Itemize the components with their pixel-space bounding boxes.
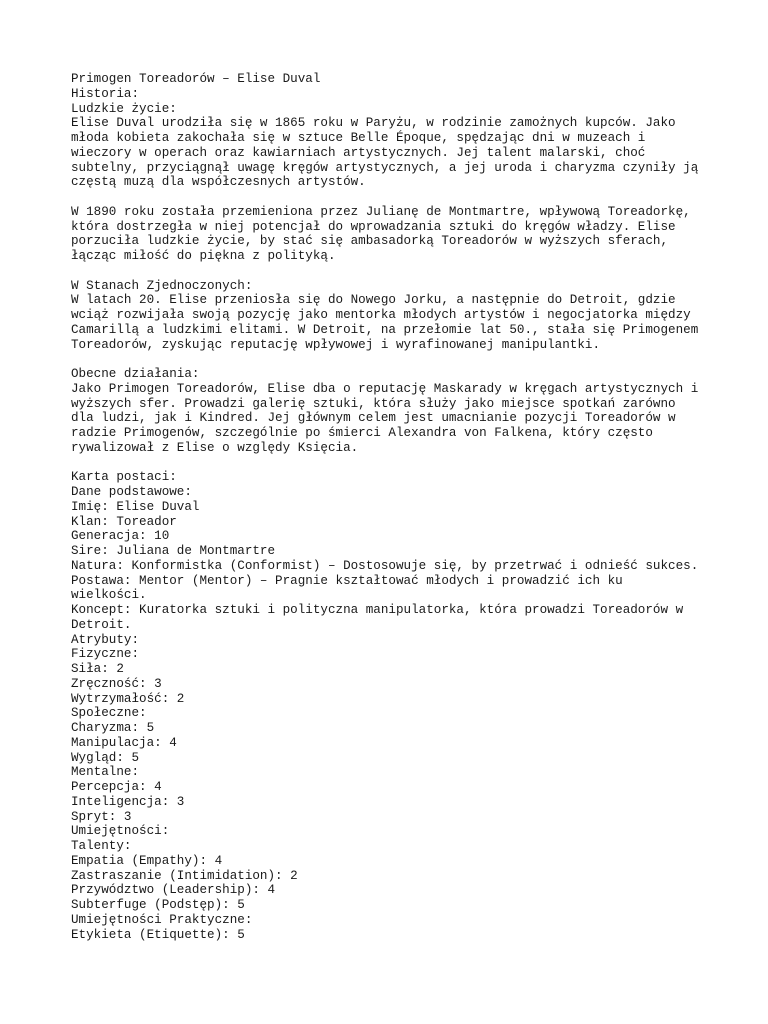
ability-item: Subterfuge (Podstęp): 5 — [71, 898, 245, 912]
paragraph-line: porzuciła ludzkie życie, by stać się ambasadorką Toreadorów w wyższych sferach, — [71, 234, 669, 249]
mental-heading: Mentalne: — [71, 765, 140, 780]
attribute-item: Wygląd: 5 — [71, 750, 140, 765]
paragraph-line: rywalizował z Elise o względy Księcia. — [71, 440, 359, 455]
paragraph-line: wyższych sfer. Prowadzi galerię sztuki, która służy jako miejsce spotkań zarówno — [71, 396, 676, 411]
paragraph-line: młoda kobieta zakochała się w sztuce Belle Époque, spędzając dni w muzeach i — [71, 131, 646, 145]
sheet-heading: Karta postaci: — [71, 470, 177, 485]
paragraph-line: subtelny, przyciągnął uwagę kręgów artystycznych, a jej uroda i charyzma czyniły ją — [71, 160, 699, 175]
attributes-heading: Atrybuty: — [71, 632, 140, 647]
blank-line — [71, 352, 711, 367]
paragraph-line: dla ludzi, jak i Kindred. Jej głównym celem jest umacnianie pozycji Toreadorów w — [71, 411, 676, 426]
blank-line — [71, 190, 711, 205]
ability-item: Zastraszanie (Intimidation): 2 — [71, 868, 298, 883]
sheet-concept: Detroit. — [71, 617, 132, 632]
physical-heading: Fizyczne: — [71, 647, 140, 662]
sheet-demeanor: wielkości. — [71, 588, 147, 603]
paragraph-line: Toreadorów, zyskując reputację wpływowej i wyrafinowanej manipulantki. — [71, 337, 601, 352]
sheet-generation: Generacja: 10 — [71, 529, 170, 544]
attribute-item: Siła: 2 — [71, 662, 124, 676]
human-life-heading: Ludzkie życie: — [71, 101, 177, 116]
history-heading: Historia: — [71, 86, 140, 101]
blank-line — [71, 264, 711, 279]
sheet-concept: Koncept: Kuratorka sztuki i polityczna manipulatorka, która prowadzi Toreadorów w — [71, 603, 684, 617]
paragraph-line: która dostrzegła w niej potencjał do wprowadzania sztuki do kręgów władzy. Elise — [71, 219, 676, 234]
document-page — [71, 72, 711, 942]
sheet-nature: Natura: Konformistka (Conformist) – Dostosowuje się, by przetrwać i odnieść sukces. — [71, 558, 699, 573]
skills-heading: Umiejętności Praktyczne: — [71, 912, 253, 927]
sheet-sire: Sire: Juliana de Montmartre — [71, 544, 276, 558]
attribute-item: Inteligencja: 3 — [71, 794, 185, 809]
basic-heading: Dane podstawowe: — [71, 485, 192, 499]
abilities-heading: Umiejętności: — [71, 824, 170, 839]
paragraph-line: wieczory w operach oraz kawiarniach artystycznych. Jej talent malarski, choć — [71, 145, 646, 160]
paragraph-line: Jako Primogen Toreadorów, Elise dba o reputację Maskarady w kręgach artystycznych i — [71, 381, 699, 396]
ability-item: Etykieta (Etiquette): 5 — [71, 927, 245, 942]
paragraph-line: Camarillą a ludzkimi elitami. W Detroit, na przełomie lat 50., stała się Primogenem — [71, 322, 699, 337]
paragraph-line: radzie Primogenów, szczególnie po śmierci Alexandra von Falkena, który często — [71, 426, 653, 440]
attribute-item: Spryt: 3 — [71, 809, 132, 824]
paragraph-line: częstą muzą dla współczesnych artystów. — [71, 175, 366, 190]
paragraph-line: wciąż rozwijała swoją pozycję jako mentorka młodych artystów i negocjatorka między — [71, 308, 691, 322]
paragraph-line: W latach 20. Elise przeniosła się do Nowego Jorku, a następnie do Detroit, gdzie — [71, 293, 676, 308]
usa-heading: W Stanach Zjednoczonych: — [71, 278, 253, 293]
sheet-name: Imię: Elise Duval — [71, 499, 200, 514]
attribute-item: Wytrzymałość: 2 — [71, 691, 185, 706]
sheet-clan: Klan: Toreador — [71, 514, 177, 529]
blank-line — [71, 456, 711, 471]
attribute-item: Charyzma: 5 — [71, 721, 155, 735]
paragraph-line: Elise Duval urodziła się w 1865 roku w Paryżu, w rodzinie zamożnych kupców. Jako — [71, 116, 676, 131]
document-title: Primogen Toreadorów – Elise Duval — [71, 72, 321, 86]
talents-heading: Talenty: — [71, 839, 132, 853]
social-heading: Społeczne: — [71, 706, 147, 721]
current-heading: Obecne działania: — [71, 367, 200, 381]
ability-item: Empatia (Empathy): 4 — [71, 853, 223, 868]
sheet-demeanor: Postawa: Mentor (Mentor) – Pragnie kształtować młodych i prowadzić ich ku — [71, 573, 623, 588]
ability-item: Przywództwo (Leadership): 4 — [71, 883, 276, 898]
attribute-item: Manipulacja: 4 — [71, 735, 177, 750]
paragraph-line: W 1890 roku została przemieniona przez Julianę de Montmartre, wpływową Toreadorkę, — [71, 204, 691, 219]
attribute-item: Zręczność: 3 — [71, 676, 162, 691]
paragraph-line: łącząc miłość do piękna z polityką. — [71, 249, 336, 263]
attribute-item: Percepcja: 4 — [71, 780, 162, 794]
